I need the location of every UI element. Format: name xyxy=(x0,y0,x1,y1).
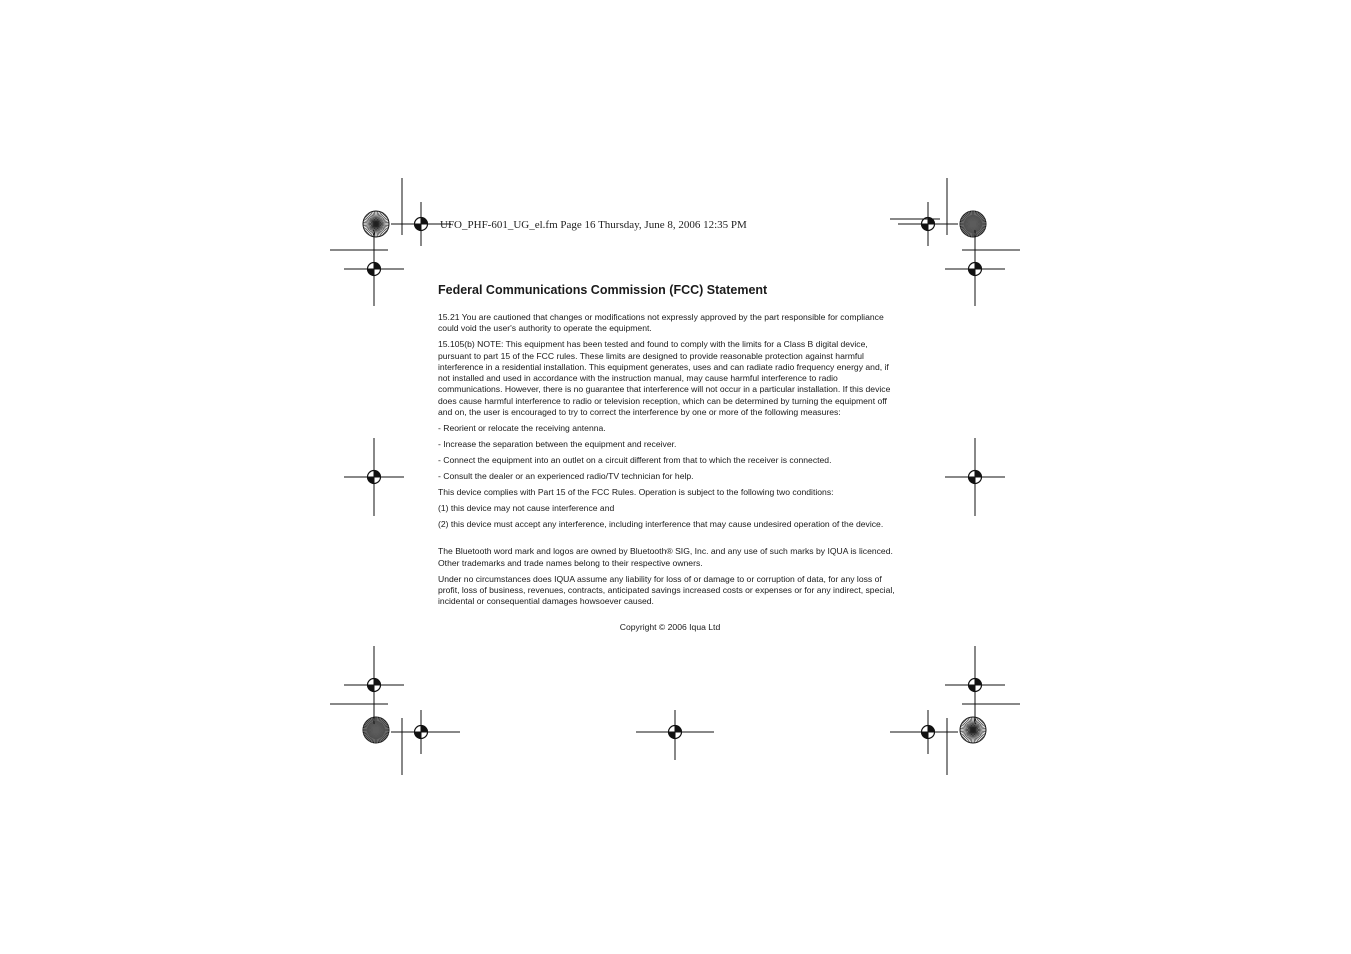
registration-target-bottom-right xyxy=(922,726,935,739)
paragraph-15-21: 15.21 You are cautioned that changes or modifications not expressly approved by the part responsible for compliance could void the user's authority to operate the equipment. xyxy=(438,312,884,334)
paragraph-15-105b: 15.105(b) NOTE: This equipment has been tested and found to comply with the limits for a Class B digital device, pursuant to part 15 of the FCC rules. These limits are designed to provide reasonable protection against harmful interference in a residential installation. This equipment generates, uses and can radiate radio frequency energy and, if not installed and used in accordance with the instruction manual, may cause harmful interference to radio communications. However, there is no guarantee that interference will not occur in a particular installation. If this device does cause harmful interference to radio or television reception, which can be determined by turning the equipment off and on, the user is encouraged to try to correct the interference by one or more of the following measures: xyxy=(438,339,891,418)
measure-separation: - Increase the separation between the equipment and receiver. xyxy=(438,439,677,450)
copyright-line: Copyright © 2006 Iqua Ltd xyxy=(619,622,721,633)
registration-target-bottom-center xyxy=(669,726,682,739)
condition-1: (1) this device may not cause interference and xyxy=(438,502,615,513)
paragraph-bluetooth: The Bluetooth word mark and logos are owned by Bluetooth® SIG, Inc. and any use of such marks by IQUA is licenced. Other trademarks and trade names belong to their respective owners. xyxy=(438,546,893,568)
condition-2: (2) this device must accept any interference, including interference that may cause undesired operation of the device. xyxy=(438,518,884,529)
registration-target-right-upper xyxy=(969,263,982,276)
starburst-mark-top-left xyxy=(363,211,389,237)
starburst-mark-top-right xyxy=(960,211,986,237)
paragraph-liability: Under no circumstances does IQUA assume any liability for loss of or damage to or corruption of data, for any loss of profit, loss of business, revenues, contracts, anticipated savings increased costs or expenses or for any indirect, special, incidental or consequential damages howsoever caused. xyxy=(438,573,895,607)
print-info-header: UFO_PHF-601_UG_el.fm Page 16 Thursday, June 8, 2006 12:35 PM xyxy=(440,219,747,231)
starburst-mark-bottom-left xyxy=(363,717,389,743)
registration-target-left-middle xyxy=(368,471,381,484)
starburst-mark-bottom-right xyxy=(960,717,986,743)
fcc-statement xyxy=(438,282,902,638)
registration-target-right-middle xyxy=(969,471,982,484)
measure-consult: - Consult the dealer or an experienced radio/TV technician for help. xyxy=(438,471,694,481)
registration-target-top-left xyxy=(415,218,428,231)
measure-reorient: - Reorient or relocate the receiving antenna. xyxy=(438,423,606,434)
registration-target-bottom-left xyxy=(415,726,428,739)
measure-outlet: - Connect the equipment into an outlet on a circuit different from that to which the receiver is connected. xyxy=(438,455,832,466)
registration-target-left-lower xyxy=(368,679,381,692)
registration-target-right-lower xyxy=(969,679,982,692)
registration-target-top-right xyxy=(922,218,935,231)
page-title: Federal Communications Commission (FCC) Statement xyxy=(438,283,768,297)
paragraph-part-15: This device complies with Part 15 of the FCC Rules. Operation is subject to the following two conditions: xyxy=(438,486,834,497)
registration-target-left-upper xyxy=(368,263,381,276)
